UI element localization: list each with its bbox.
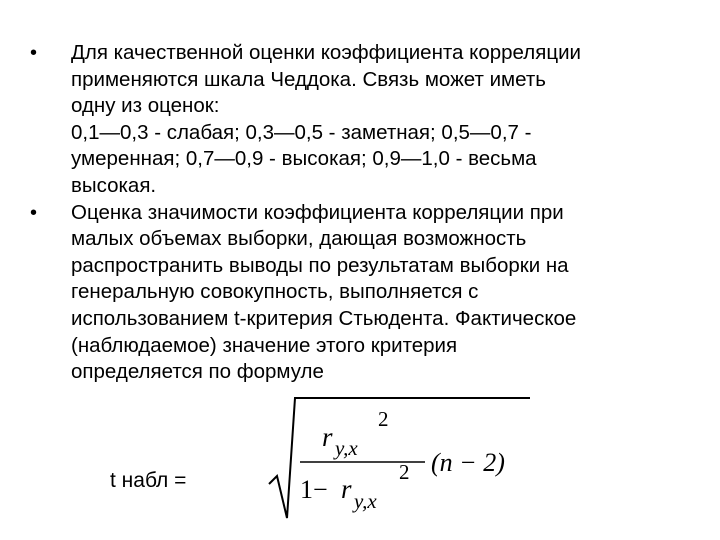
text-line: Для качественной оценки коэффициента корреляции <box>71 41 581 64</box>
numerator-r: r <box>322 422 333 452</box>
denominator-r: r <box>341 474 352 504</box>
bullet-dot-icon: • <box>30 42 38 64</box>
text-line: малых объемах выборки, дающая возможность <box>71 227 527 251</box>
formula-label: t набл = <box>110 469 187 492</box>
denominator-exp: 2 <box>399 460 410 484</box>
text-line: (наблюдаемое) значение этого критерия <box>71 333 458 357</box>
text-line: умеренная; 0,7—0,9 - высокая; 0,9—1,0 - весьма <box>71 147 537 171</box>
denominator-sub: y,x <box>354 489 377 513</box>
bullet-item-chaddock-scale <box>28 40 700 200</box>
denominator-one-minus: 1− <box>300 475 328 504</box>
text-line: использованием t-критерия Стьюдента. Фактическое <box>71 306 577 330</box>
factor-n-minus-2: (n − 2) <box>431 448 505 477</box>
numerator-exp: 2 <box>378 407 389 431</box>
bullet-dot-icon: • <box>30 201 38 224</box>
text-line: одну из оценок: <box>71 94 220 118</box>
numerator-sub: y,x <box>335 436 358 460</box>
text-line: определяется по формуле <box>71 360 324 384</box>
text-line: 0,1—0,3 - слабая; 0,3—0,5 - заметная; 0,5—0,7 - <box>71 120 532 144</box>
text-line: Оценка значимости коэффициента корреляции при <box>71 200 564 224</box>
t-statistic-formula <box>255 394 545 524</box>
text-line: высокая. <box>71 173 157 197</box>
text-line: применяются шкала Чеддока. Связь может иметь <box>71 67 546 91</box>
text-line: распространить выводы по результатам выборки на <box>71 253 569 277</box>
bullet-item-significance-test <box>28 200 700 386</box>
text-line: генеральную совокупность, выполняется с <box>71 280 479 304</box>
bullet-list <box>28 40 700 386</box>
